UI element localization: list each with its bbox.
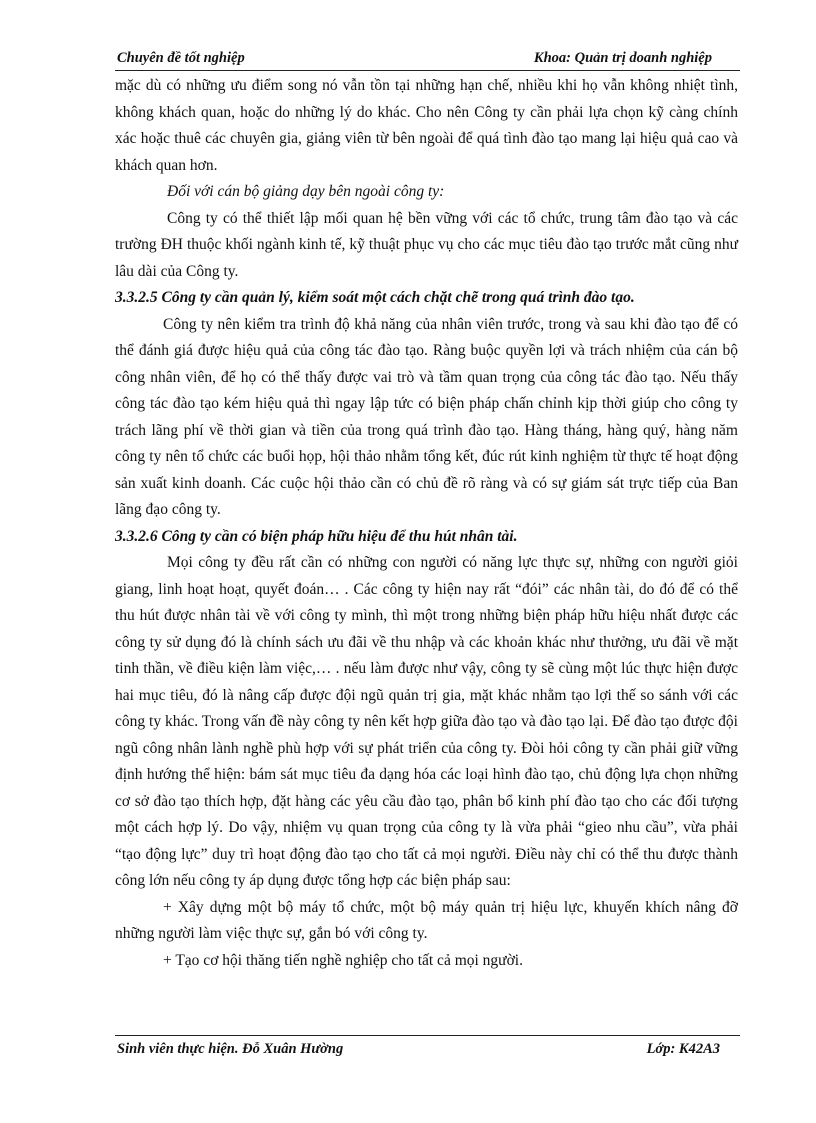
header-department: Khoa: Quản trị doanh nghiệp: [533, 50, 712, 66]
footer-class: Lớp: K42A3: [646, 1041, 720, 1057]
bullet-item: + Tạo cơ hội thăng tiến nghề nghiệp cho tất cả mọi người.: [163, 951, 523, 969]
footer-student: Sinh viên thực hiện. Đỗ Xuân Hường: [117, 1041, 344, 1057]
section-heading-3325: 3.3.2.5 Công ty cần quản lý, kiểm soát một cách chặt chẽ trong quá trình đào tạo.: [115, 289, 635, 306]
paragraph-intro: mặc dù có những ưu điểm song nó vẫn tồn tại những hạn chế, nhiều khi họ vẫn không nhiệt tình, không khách quan, hoặc do những lý do khác. Cho nên Công ty cần phải lựa chọn kỹ càng chính xác hoặc thuê các chuyên gia, giảng viên từ bên ngoài để quá tình đào tạo mang lại hiệu quả cao và khách quan hơn.: [115, 77, 738, 174]
section-heading-3326: 3.3.2.6 Công ty cần có biện pháp hữu hiệu để thu hút nhân tài.: [115, 527, 518, 545]
subheading-external-trainers: Đối với cán bộ giảng dạy bên ngoài công ty:: [167, 183, 445, 200]
header-title: Chuyên đề tốt nghiệp: [117, 50, 245, 66]
paragraph-3325: Công ty nên kiểm tra trình độ khả năng của nhân viên trước, trong và sau khi đào tạo để có thể đánh giá được hiệu quả của công tác đào tạo. Ràng buộc quyền lợi và trách nhiệm của cán bộ công nhân viên, để họ có thể thấy được vai trò và tầm quan trọng của công tác đào tạo. Nếu thấy công tác đào tạo kém hiệu quả thì ngay lập tức có biện pháp chấn chỉnh kịp thời giúp cho công ty trách lãng phí về thời gian và tiền của trong quá trình đào tạo. Hàng tháng, hàng quý, hàng năm công ty nên tổ chức các buổi họp, hội thảo nhằm tổng kết, đúc rút kinh nghiệm từ thực tế hoạt động sản xuất kinh doanh. Các cuộc hội thảo cần có chủ đề rõ ràng và có sự giám sát trực tiếp của Ban lãng đạo công ty.: [115, 315, 738, 518]
page-footer: [115, 1037, 740, 1059]
paragraph-3326: Mọi công ty đều rất cần có những con người có năng lực thực sự, những con người giỏi giang, linh hoạt hoạt, quyết đoán… . Các công ty hiện nay rất “đói” các nhân tài, do đó để có thể thu hút được nhân tài về với công ty mình, thì một trong những biện pháp hữu hiệu nhất được các công ty sử dụng đó là chính sách ưu đãi về thu nhập và các khoản khác như thưởng, ưu đãi về mặt tinh thần, về điều kiện làm việc,… . nếu làm được như vậy, công ty sẽ cùng một lúc thực hiện được hai mục tiêu, đó là nâng cấp được đội ngũ quản trị gia, mặt khác nhằm tạo lợi thế so sánh với các công ty khác. Trong vấn đề này công ty nên kết hợp giữa đào tạo và đào tạo lại. Để đào tạo được đội ngũ công nhân lành nghề phù hợp với sự phát triển của công ty. Đòi hỏi công ty cần phải giữ vững định hướng thể hiện: bám sát mục tiêu đa dạng hóa các loại hình đào tạo, chủ động lựa chọn những cơ sở đào tạo thích hợp, đặt hàng các yêu cầu đào tạo, phân bổ kinh phí đào tạo cho các đối tượng một cách hợp lý. Do vậy, nhiệm vụ quan trọng của công ty là vừa phải “gieo nhu cầu”, vừa phải “tạo động lực” duy trì hoạt động đào tạo cho tất cả mọi người. Điều này chỉ có thể thu được thành công lớn nếu công ty áp dụng được tổng hợp các biện pháp sau:: [115, 554, 738, 889]
header-divider: [115, 70, 740, 71]
paragraph-external-trainers: Công ty có thể thiết lập mối quan hệ bền vững với các tổ chức, trung tâm đào tạo và các trường ĐH thuộc khối ngành kinh tế, kỹ thuật phục vụ cho các mục tiêu đào tạo trước mắt cũng như lâu dài của Công ty.: [115, 209, 738, 280]
footer-divider: [115, 1035, 740, 1036]
page-header: [115, 48, 740, 70]
page-body: [115, 73, 738, 974]
bullet-item: + Xây dựng một bộ máy tổ chức, một bộ máy quản trị hiệu lực, khuyến khích nâng đỡ những người làm việc thực sự, gắn bó với công ty.: [115, 898, 738, 942]
